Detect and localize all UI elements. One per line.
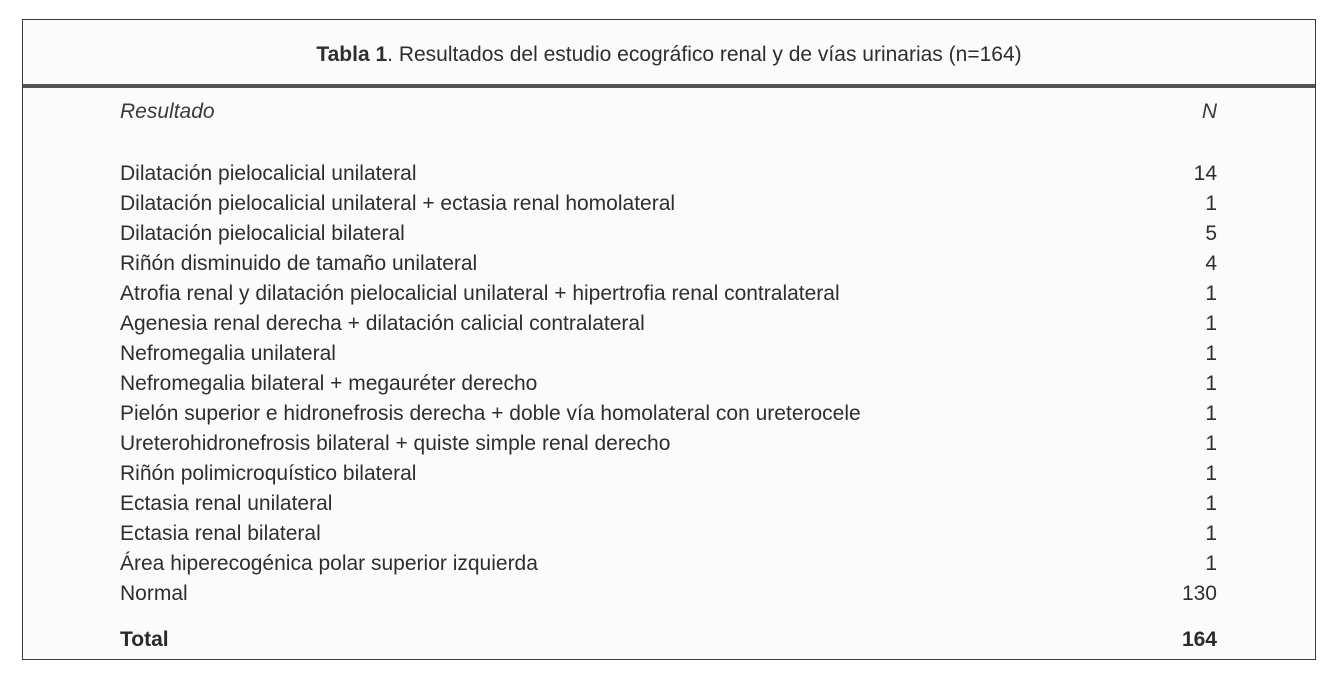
table-row <box>120 190 1217 218</box>
row-count: 4 <box>1205 252 1217 275</box>
row-count: 1 <box>1205 372 1217 395</box>
table-row <box>120 400 1217 428</box>
row-count: 1 <box>1205 402 1217 425</box>
total-count: 164 <box>1181 628 1217 651</box>
row-count: 1 <box>1205 432 1217 455</box>
row-label: Dilatación pielocalicial unilateral <box>120 162 417 185</box>
row-label: Dilatación pielocalicial bilateral <box>120 222 405 245</box>
row-count: 14 <box>1193 162 1217 185</box>
row-label: Ectasia renal bilateral <box>120 522 321 545</box>
row-label: Nefromegalia unilateral <box>120 342 336 365</box>
table-row <box>120 220 1217 248</box>
table-row <box>120 370 1217 398</box>
table-row <box>120 430 1217 458</box>
row-label: Atrofia renal y dilatación pielocalicial unilateral + hipertrofia renal contralateral <box>120 282 840 305</box>
row-label: Dilatación pielocalicial unilateral + ectasia renal homolateral <box>120 192 676 215</box>
table-row <box>120 160 1217 188</box>
table-header <box>120 98 1217 126</box>
table-row <box>120 340 1217 368</box>
row-count: 1 <box>1205 342 1217 365</box>
row-count: 1 <box>1205 462 1217 485</box>
table-row <box>120 460 1217 488</box>
row-count: 130 <box>1181 582 1217 605</box>
row-count: 1 <box>1205 312 1217 335</box>
table-row <box>120 250 1217 278</box>
total-row <box>120 626 1217 654</box>
caption-label: Tabla 1 <box>316 43 388 66</box>
row-label: Nefromegalia bilateral + megauréter derecho <box>120 372 538 395</box>
caption-text: . Resultados del estudio ecográfico renal y de vías urinarias (n=164) <box>387 43 1022 66</box>
row-label: Área hiperecogénica polar superior izquierda <box>120 552 538 575</box>
row-count: 1 <box>1205 492 1217 515</box>
row-count: 1 <box>1205 552 1217 575</box>
row-label: Riñón disminuido de tamaño unilateral <box>120 252 478 275</box>
table-row <box>120 280 1217 308</box>
row-label: Pielón superior e hidronefrosis derecha + doble vía homolateral con ureterocele <box>120 402 861 425</box>
row-label: Ectasia renal unilateral <box>120 492 333 515</box>
row-label: Agenesia renal derecha + dilatación calicial contralateral <box>120 312 645 335</box>
row-label: Normal <box>120 582 188 605</box>
row-count: 1 <box>1205 192 1217 215</box>
table-row <box>120 580 1217 608</box>
header-result: Resultado <box>120 100 215 123</box>
table-caption <box>23 43 1315 67</box>
row-count: 5 <box>1205 222 1217 245</box>
row-count: 1 <box>1205 522 1217 545</box>
row-count: 1 <box>1205 282 1217 305</box>
table-row <box>120 490 1217 518</box>
table-row <box>120 520 1217 548</box>
total-label: Total <box>120 628 169 651</box>
table-row <box>120 550 1217 578</box>
header-n: N <box>1201 100 1217 123</box>
row-label: Riñón polimicroquístico bilateral <box>120 462 417 485</box>
caption-divider <box>23 84 1315 88</box>
row-label: Ureterohidronefrosis bilateral + quiste simple renal derecho <box>120 432 671 455</box>
table-row <box>120 310 1217 338</box>
results-table <box>22 19 1316 660</box>
